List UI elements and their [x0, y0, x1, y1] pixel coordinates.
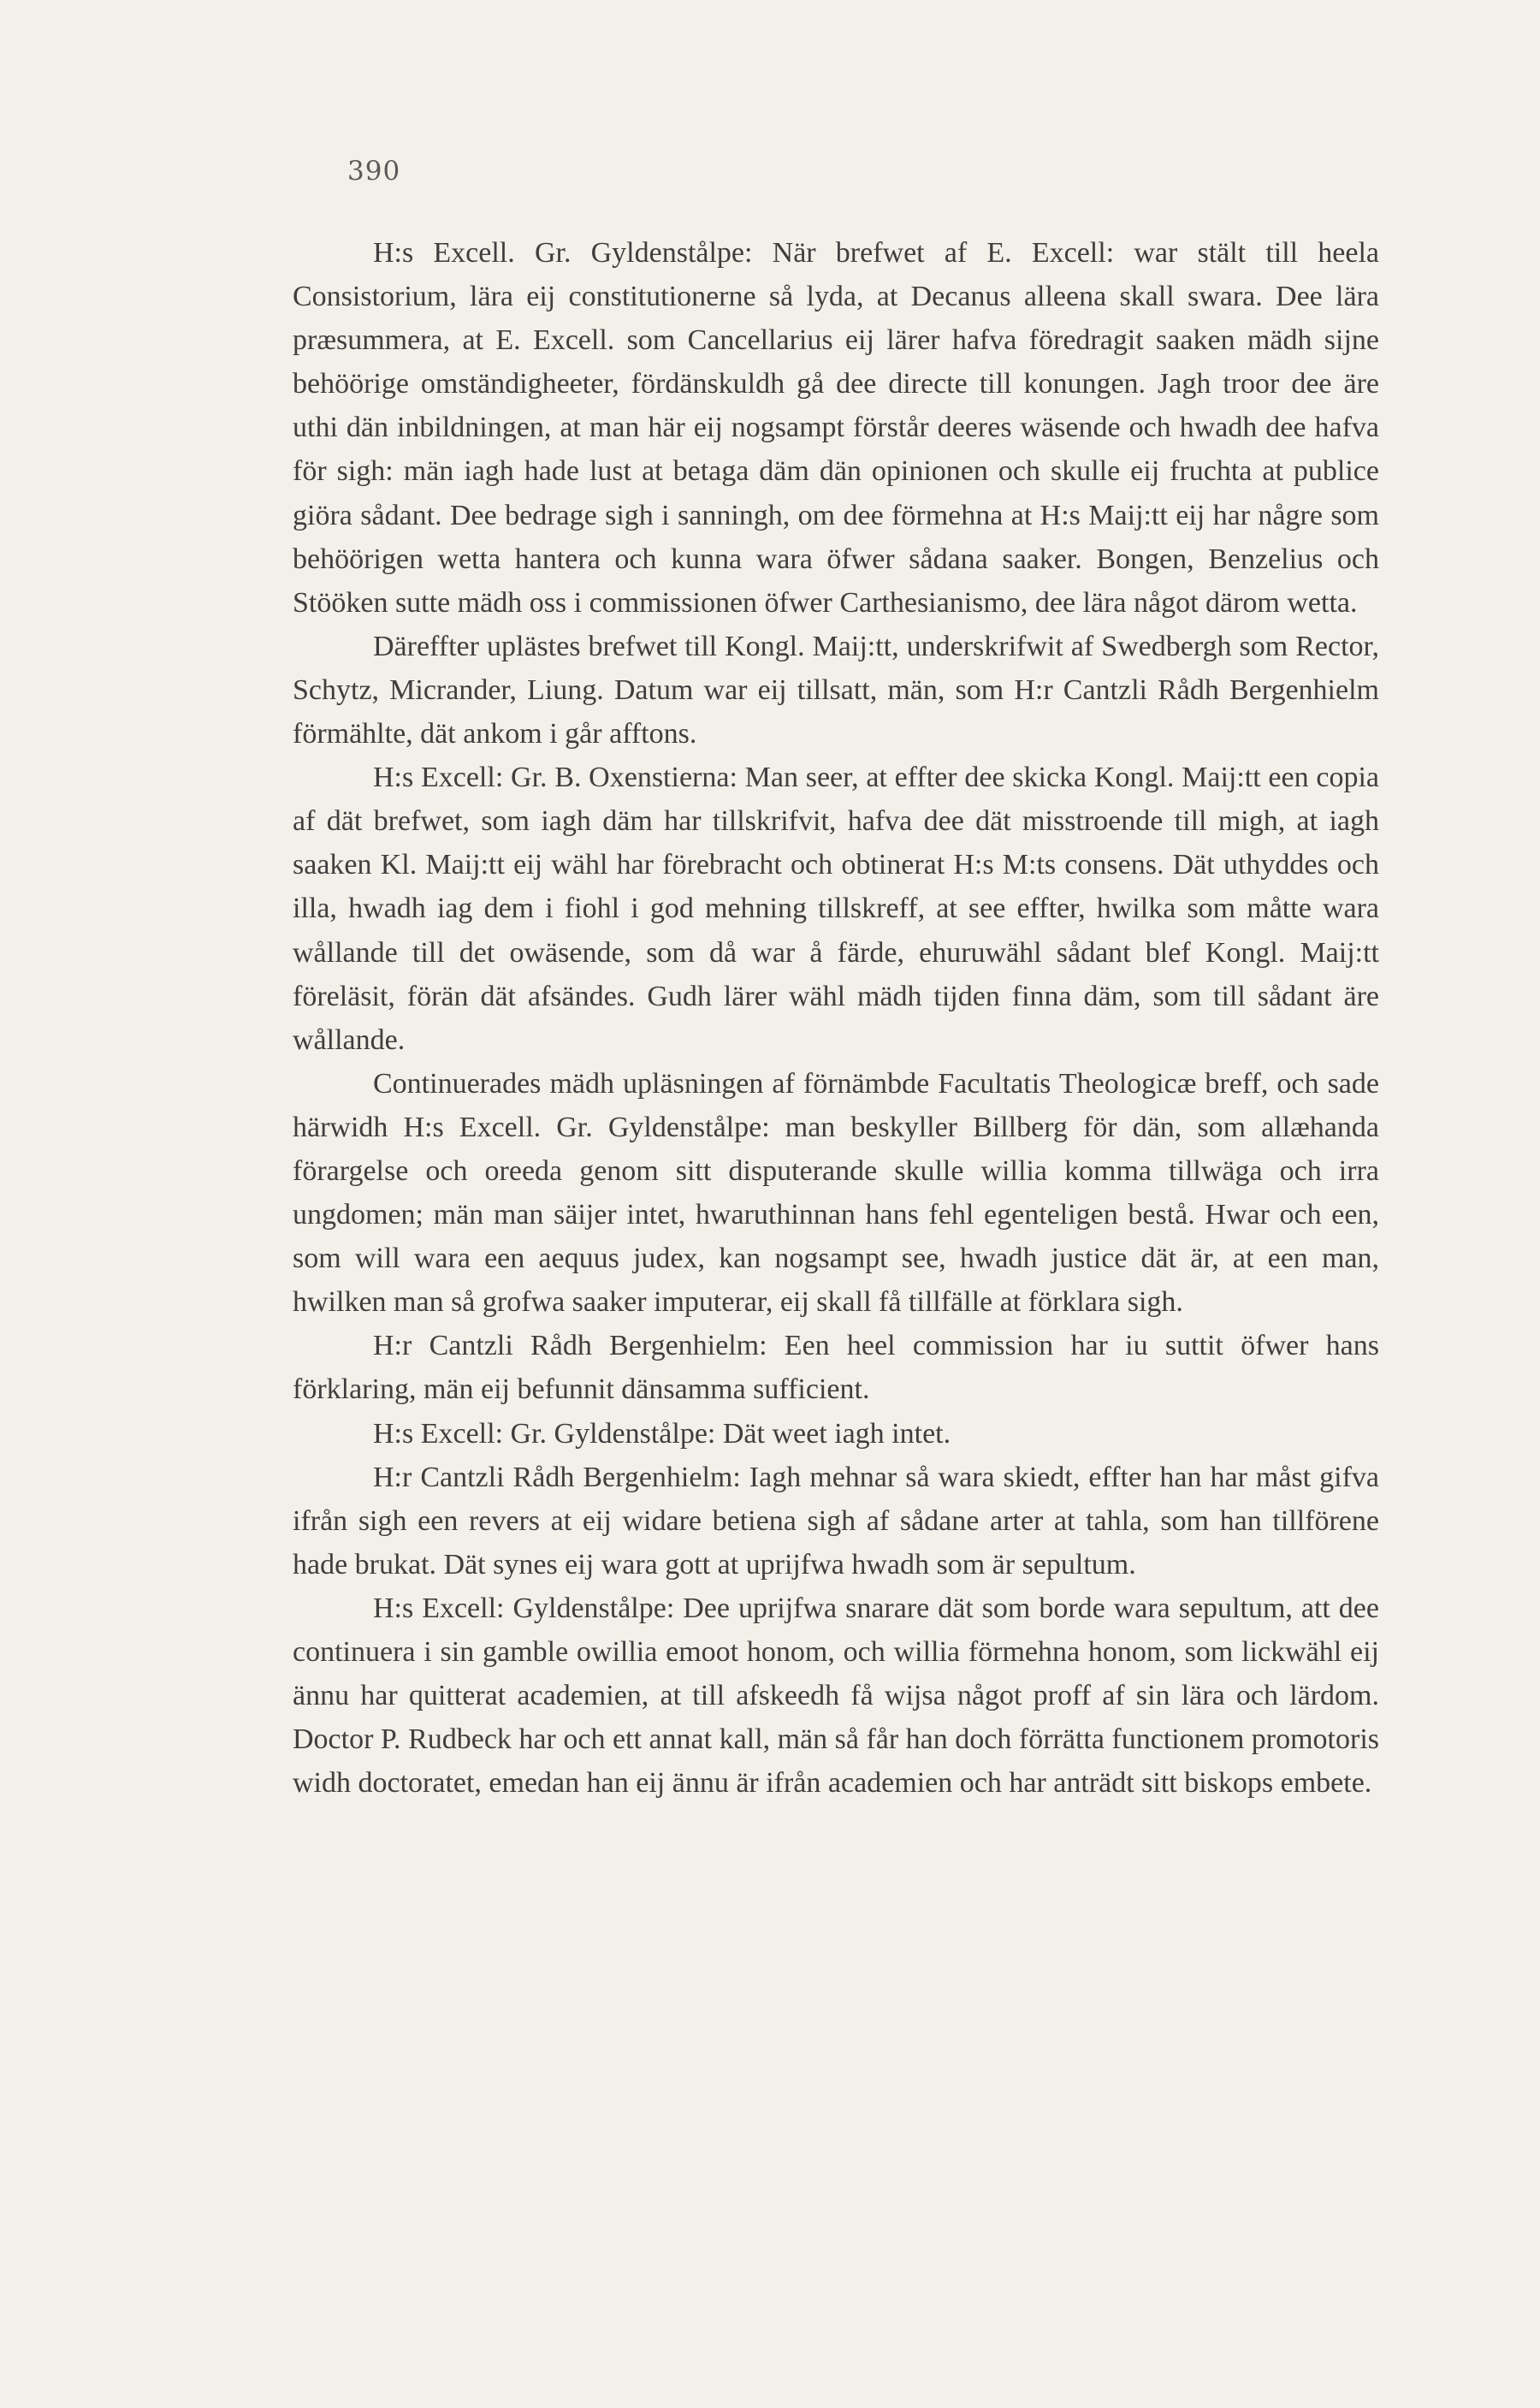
paragraph: H:s Excell: Gr. Gyldenstålpe: Dät weet iagh intet. [373, 1417, 951, 1450]
paragraph: Continuerades mädh upläsningen af förnämbde Facultatis Theologicæ breff, och sade härwidh H:s Excell. Gr. Gyldenstålpe: man beskyller Billberg för dän, som allæhanda förargelse och oreeda genom sitt disputerande skulle willia komma tillwäga och irra ungdomen; män man säijer intet, hwaruthinnan hans fehl egenteligen bestå. Hwar och een, som will wara een aequus judex, kan nogsampt see, hwadh justice dät är, at een man, hwilken man så grofwa saaker imputerar, eij skall få tillfälle at förklara sigh. [293, 1067, 1379, 1319]
page-number: 390 [347, 156, 401, 187]
paragraph: H:s Excell: Gyldenstålpe: Dee uprijfwa snarare dät som borde wara sepultum, att dee continuera i sin gamble owillia emoot honom, och willia förmehna honom, som lickwähl eij ännu har quitterat academien, at till afskeedh få wijsa något proff af sin lära och lärdom. Doctor P. Rudbeck har och ett annat kall, män så får han doch förrätta functionem promotoris widh doctoratet, emedan han eij ännu är ifrån academien och har anträdt sitt biskops embete. [293, 1592, 1379, 1800]
body-text [293, 231, 1379, 1805]
paragraph: H:s Excell: Gr. B. Oxenstierna: Man seer, at effter dee skicka Kongl. Maij:tt een copia af dät brefwet, som iagh däm har tillskrifvit, hafva dee dät misstroende till migh, at iagh saaken Kl. Maij:tt eij wähl har förebracht och obtinerat H:s M:ts consens. Dät uthyddes och illa, hwadh iag dem i fiohl i god mehning tillskreff, at see effter, hwilka som måtte wara wållande till det owäsende, som då war å färde, ehuruwähl sådant blef Kongl. Maij:tt föreläsit, förän dät afsändes. Gudh lärer wähl mädh tijden finna däm, som till sådant äre wållande. [293, 762, 1379, 1056]
paragraph: H:r Cantzli Rådh Bergenhielm: Iagh mehnar så wara skiedt, effter han har måst gifva ifrån sigh een revers at eij widare betiena sigh af sådane arter at tahla, som han tillförene hade brukat. Dät synes eij wara gott at uprijfwa hwadh som är sepultum. [293, 1461, 1379, 1581]
paragraph: H:r Cantzli Rådh Bergenhielm: Een heel commission har iu suttit öfwer hans förklaring, män eij befunnit dänsamma sufficient. [293, 1330, 1379, 1406]
paragraph: H:s Excell. Gr. Gyldenstålpe: När brefwet af E. Excell: war stält till heela Consistorium, lära eij constitutionerne så lyda, at Decanus alleena skall swara. Dee lära præsummera, at E. Excell. som Cancellarius eij lärer hafva föredragit saaken mädh sijne behöörige omständigheeter, fördänskuldh gå dee directe till konungen. Jagh troor dee äre uthi dän inbildningen, at man här eij nogsampt förstår deeres wäsende och hwadh dee hafva för sigh: män iagh hade lust at betaga däm dän opinionen och skulle eij fruchta at publice giöra sådant. Dee bedrage sigh i sanningh, om dee förmehna at H:s Maij:tt eij har någre som behöörigen wetta hantera och kunna wara öfwer sådana saaker. Bongen, Benzelius och Stööken sutte mädh oss i commissionen öfwer Carthesianismo, dee lära något därom wetta. [293, 237, 1379, 619]
paragraph: Däreffter uplästes brefwet till Kongl. Maij:tt, underskrifwit af Swedbergh som Rector, Schytz, Micrander, Liung. Datum war eij tillsatt, män, som H:r Cantzli Rådh Bergenhielm förmählte, dät ankom i går afftons. [293, 630, 1379, 750]
